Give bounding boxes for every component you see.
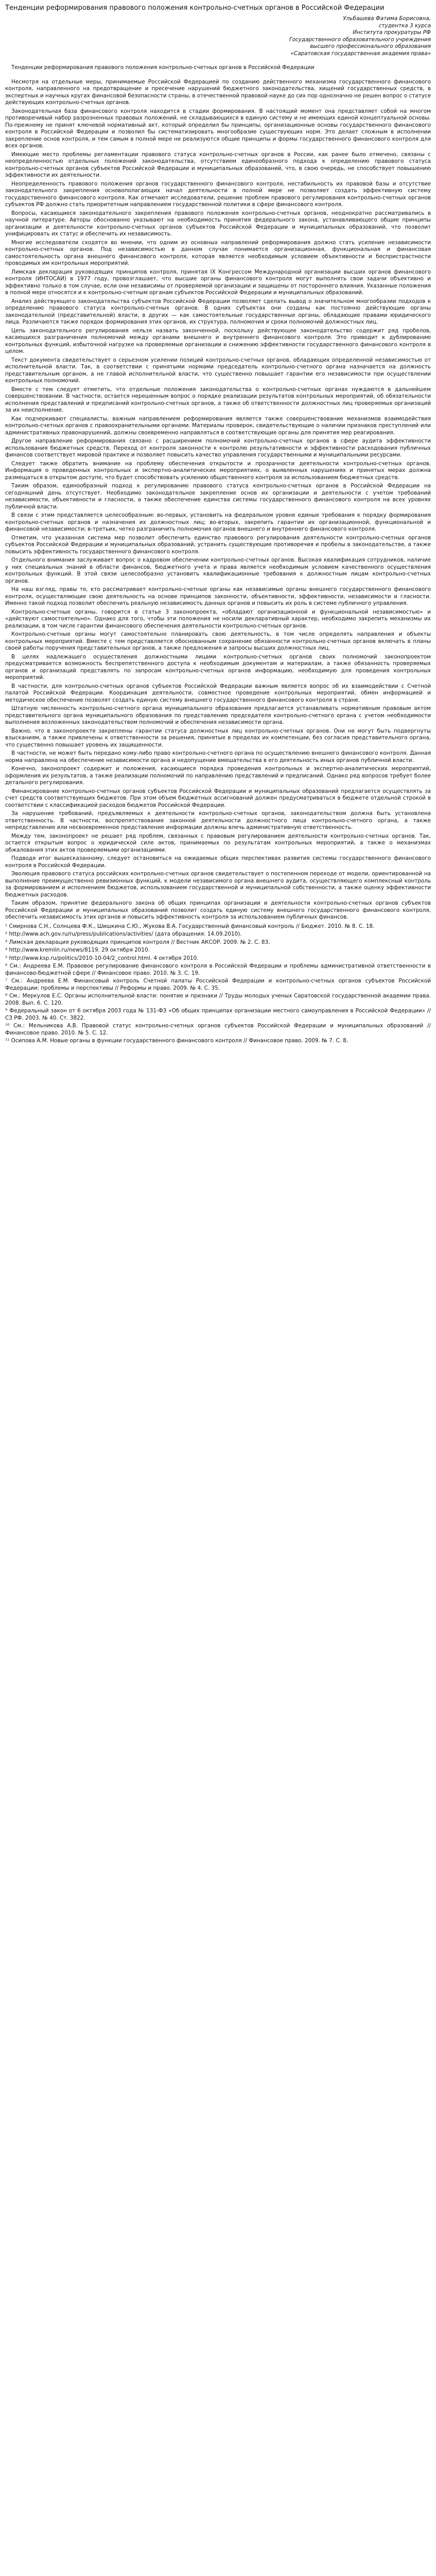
reference-item: ¹ Смирнова С.Н., Солнцева Ф.К., Шишкина С.Ю., Жукова В.А. Государственный финансовый контроль // Бюджет. 2010. № 8. С. 18. [5,923,375,929]
reference-item: ⁹ Федеральный закон от 6 октября 2003 года № 131-ФЗ «Об общих принципах организации местного самоуправления в Российской Федерации» // СЗ РФ. 2003. № 40. Ст. 3822. [5,1008,431,1021]
body-paragraph: Имеющие место проблемы регламентации правового статуса контрольно-счетных органов в России, как ранее было отмечено, связаны с неопределенностью отдельных положений законодательства, отсутствием единообразного подхода к определению правового статуса контрольно-счетных органов субъектов Российской Федерации и муниципальных образований, что, в свою очередь, не способствует повышению эффективности их деятельности. [5,151,431,178]
reference-item: ¹¹ Осипова А.М. Новые органы в функции государственного финансового контроля // Финансовое право. 2009. № 7. С. 8. [5,1038,348,1044]
body-paragraph: Цепь законодательного регулирования нельзя назвать законченной, поскольку действующее законодательство содержит ряд пробелов, касающихся разграничения полномочий между органами внешнего и внутреннего финансового контроля. Это приводит к дублированию контрольных функций, избыточной нагрузке на проверяемые организации и снижению эффективности государственного финансового контроля в целом. [5,327,431,354]
reference-item: ⁵ http://www.ksp.ru/politics/2010-10-04/2_control.html. 4 октября 2010. [5,955,199,961]
body-paragraph: Вопросы, касающиеся законодательного закрепления правового положения контрольно-счетных органов, неоднократно рассматривались в научной литературе. Авторы обоснованно указывают на необходимость принятия федерального закона, устанавливающего общие принципы организации и деятельности контрольно-счетных органов субъектов Российской Федерации и муниципальных образований, что позволит унифицировать их статус и обеспечить их независимость. [5,210,431,237]
body-paragraph: Многие исследователи сходятся во мнении, что одним из основных направлений реформирования должно стать усиление независимости контрольно-счетных органов. Под независимостью в данном случае понимается организационная, функциональная и финансовая самостоятельность органа внешнего финансового контроля, которая является необходимым условием объективности и беспристрастности проводимых им контрольных мероприятий. [5,239,431,266]
body-paragraph: Законодательная база финансового контроля находится в стадии формирования. В настоящий момент она представляет собой на многом противоречивый набор разрозненных правовых положений, не складывающихся в единую систему и не имеющих единой концептуальной основы. По-прежнему не принят ключевой нормативный акт, который определил бы принципы, организационные основы государственного финансового контроля в Российской Федерации и позволил бы систематизировать многообразие существующих норм. Это делает сложным в исполнении закрепление основ контроля, и тем самым в полной мере не реализуются общие принципы и формы государственного финансового контроля для всех органов. [5,108,431,149]
body-paragraph: В частности, не может быть передано кому-либо право контрольно-счетного органа по осуществлению внешнего финансового контроля. Данная норма направлена на обеспечение независимости органа и недопущение вмешательства в его деятельность иных органов публичной власти. [5,750,431,764]
author-line: высшего профессионального образования [310,43,431,49]
body-paragraph: Следует также обратить внимание на проблему обеспечения открытости и прозрачности деятельности контрольно-счетных органов. Информация о проведенных контрольных и экспертно-аналитических мероприятиях, о выявленных нарушениях и принятых мерах должна размещаться в открытом доступе, что будет способствовать усилению общественного контроля за использованием бюджетных средств. [5,460,431,481]
author-line: Государственного образовательного учреждения [289,36,431,43]
body-paragraph: Таким образом, единообразный подход к регулированию правового статуса контрольно-счетных органов в Российской Федерации на сегодняшний день отсутствует. Необходимо законодательное закрепление основ их организации и деятельности с учетом требований независимости, объективности и гласности, а также обеспечение единства системы государственного финансового контроля на всех уровнях публичной власти. [5,483,431,510]
body-paragraph: Анализ действующего законодательства субъектов Российской Федерации позволяет сделать вывод о значительном многообразии подходов к определению правового статуса контрольно-счетных органов. В одних субъектах они созданы как постоянно действующие органы законодательной (представительной) власти, в других — как самостоятельные государственные органы, обладающие правами юридического лица. Различаются также порядок формирования этих органов, их структура, полномочия и сроки полномочий должностных лиц. [5,298,431,325]
body-paragraph: Таким образом, принятие федерального закона об общих принципах организации и деятельности контрольно-счетных органов субъектов Российской Федерации и муниципальных образований позволит создать единую систему внешнего государственного финансового контроля, обеспечить независимость этих органов и повысить эффективность контроля за использованием публичных финансов. [5,900,431,920]
reference-item: ² http://www.ach.gov.ru/ru/press/publications/activities/ (дата обращения: 14.09.2010). [5,931,242,937]
body-paragraph: В частности, для контрольно-счетных органов субъектов Российской Федерации важным является вопрос об их взаимодействии с Счетной палатой Российской Федерации. Координация деятельности, совместное проведение контрольных мероприятий, обмен информацией и методическое обеспечение позволят создать единую систему внешнего государственного финансового контроля в стране. [5,683,431,703]
body-paragraph: Несмотря на отдельные меры, принимаемые Российской Федерацией по созданию действенного механизма государственного финансового контроля, направленного на предотвращение и пресечение нарушений бюджетного законодательства, хищений государственных средств, в экспертных и научных кругах финансовой безопасности страны, в отечественной правовой науке до сих пор однозначно не решен вопрос о статусе действующих контрольно-счетных органов. [5,78,431,106]
body-paragraph: Неопределенность правового положения органов государственного финансового контроля, нестабильность их правовой базы и отсутствие законодательного закрепления основополагающих начал деятельности в полной мере не позволяет создать эффективную систему государственного финансового контроля. Как отмечают исследователи, решение проблем правового регулирования контрольно-счетных органов субъектов РФ должно стать приоритетным направлением государственной политики в сфере финансового контроля. [5,180,431,208]
body-paragraph: Вместе с тем следует отметить, что отдельные положения законодательства о контрольно-счетных органах нуждаются в дальнейшем совершенствовании. В частности, остается нерешенным вопрос о порядке реализации результатов контрольных мероприятий, об обязательности исполнения представлений и предписаний контрольно-счетных органов, а также об ответственности должностных лиц проверяемых организаций за их неисполнение. [5,386,431,413]
body-paragraph: В целях надлежащего осуществления должностными лицами контрольно-счетных органов своих полномочий законопроектом предусматривается возможность беспрепятственного доступа к необходимым документам и материалам, а также обязанность проверяемых органов и организаций представлять по запросам контрольно-счетных органов информацию, необходимую для проведения контрольных мероприятий. [5,653,431,681]
body-paragraph: Подводя итог вышесказанному, следует остановиться на ожидаемых общих перспективах развития системы государственного финансового контроля в Российской Федерации. [5,855,431,869]
body-paragraph: Между тем, законопроект не решает ряд проблем, связанных с правовым регулированием деятельности контрольно-счетных органов. Так, остается открытым вопрос о юридической силе актов, принимаемых по результатам контрольных мероприятий, а также о механизмах обжалования этих актов проверяемыми организациями. [5,833,431,853]
reference-item: ⁷ См.: Андреева Е.М. Финансовый контроль Счетной палаты Российской Федерации и контрольно-счетных органов субъектов Российской Федерации: проблемы и перспективы // Реформы и право. 2009. № 4. С. 35. [5,978,431,991]
body-paragraph: Эволюция правового статуса российских контрольно-счетных органов свидетельствует о постепенном переходе от модели, ориентированной на выполнение преимущественно ревизионных функций, к модели независимого органа внешнего аудита, осуществляющего комплексный контроль за формированием и исполнением бюджетов, использованием государственной и муниципальной собственности, а также оценку эффективности бюджетных расходов. [5,871,431,898]
body-paragraph: На наш взгляд, правы те, кто рассматривает контрольно-счетные органы как независимые органы внешнего государственного финансового контроля, осуществляющие свою деятельность на основе принципов законности, объективности, эффективности, независимости и гласности. Именно такой подход позволит обеспечить реальную независимость данных органов и повысить их роль в системе публичного управления. [5,586,431,606]
author-line: Института прокуратуры РФ [353,29,431,36]
author-block [5,15,431,57]
reference-item: ⁶ См.: Андреева Е.М. Правовое регулирование финансового контроля в Российской Федерации и проблемы административной ответственности в финансово-бюджетной сфере // Финансовое право. 2010. № 3. С. 19. [5,963,431,976]
body-paragraph: Лимская декларация руководящих принципов контроля, принятая IX Конгрессом Международной организации высших органов финансового контроля (ИНТОСАИ) в 1977 году, провозглашает, что высшие органы финансового контроля могут выполнять свои задачи объективно и эффективно только в том случае, если они независимы от проверяемой организации и защищены от постороннего влияния. Указанные положения в полной мере относятся и к контрольно-счетным органам субъектов Российской Федерации и муниципальных образований. [5,268,431,296]
document-page [0,0,436,1052]
document-title: Тенденции реформирования правового положения контрольно-счетных органов в Российской Федерации [5,4,385,12]
body-paragraph: Отметим, что указанная система мер позволит обеспечить единство правового регулирования деятельности контрольно-счетных органов субъектов Российской Федерации и муниципальных образований, устранить существующие противоречия и пробелы в законодательстве, а также повысить эффективность государственного финансового контроля. [5,534,431,555]
reference-item: ⁴ http://www.kremlin.ru/news/8119. 29 октября 2010. [5,947,150,953]
article-body [5,79,431,921]
references-list [5,923,431,1045]
body-paragraph: Конечно, законопроект содержит и положения, касающиеся порядка проведения контрольных и экспертно-аналитических мероприятий, оформления их результатов, а также реализации полномочий по направлению представлений и предписаний. Однако ряд вопросов требует более детального регулирования. [5,766,431,786]
body-paragraph: В связи с этим представляется целесообразным: во-первых, установить на федеральном уровне единые требования к порядку формирования контрольно-счетных органов и назначения их должностных лиц; во-вторых, закрепить гарантии их организационной, функциональной и финансовой независимости; в-третьих, четко разграничить полномочия органов внешнего и внутреннего финансового контроля. [5,512,431,532]
body-paragraph: Важно, что в законопроекте закреплены гарантии статуса должностных лиц контрольно-счетных органов. Они не могут быть подвергнуты взысканиям, а также привлечены к ответственности за решения, принятые в пределах их компетенции, без согласия представительного органа, что существенно повышает уровень их защищенности. [5,727,431,748]
author-line: Ульбашева Фатима Борисовна, [343,15,431,22]
abstract: Тенденции реформирования правового положения контрольно-счетных органов в Российской Федерации [11,64,315,71]
author-line: студентка 3 курса [378,22,431,29]
reference-item: ³ Лимская декларация руководящих принципов контроля // Вестник АКСОР. 2009. № 2. С. 83. [5,939,270,945]
body-paragraph: Как подчеркивают специалисты, важным направлением реформирования является также совершенствование механизмов взаимодействия контрольно-счетных органов с правоохранительными органами. Материалы проверок, свидетельствующие о наличии признаков преступлений или административных правонарушений, должны своевременно направляться в соответствующие органы для принятия мер реагирования. [5,415,431,436]
author-line: «Саратовская государственная академия права» [290,50,431,57]
body-paragraph: Контрольно-счетные органы могут самостоятельно планировать свою деятельность, в том числе определять направления и объекты контрольных мероприятий. Вместе с тем представляется обоснованным сохранение обязанности контрольно-счетных органов включать в планы своей работы поручения представительных органов, а также предложения и запросы высших должностных лиц. [5,631,431,651]
body-paragraph: За нарушение требований, предъявляемых к деятельности контрольно-счетных органов, законодательством должна быть установлена ответственность. В частности, воспрепятствование законной деятельности должностного лица контрольно-счетного органа, а также непредставление или несвоевременное представление информации должны влечь административную ответственность. [5,810,431,831]
body-paragraph: Другое направление реформирования связано с расширением полномочий контрольно-счетных органов в сфере аудита эффективности использования бюджетных средств. Переход от контроля законности к контролю результативности и эффективности расходования публичных финансов соответствует мировой практике и позволяет повысить качество управления государственными и муниципальными ресурсами. [5,438,431,458]
reference-item: ¹⁰ См.: Мельникова А.В. Правовой статус контрольно-счетных органов субъектов Российской Федерации и муниципальных образований // Финансовое право. 2010. № 5. С. 12. [5,1023,431,1036]
body-paragraph: Штатную численность контрольно-счетного органа муниципального образования предлагается устанавливать нормативным правовым актом представительного органа муниципального образования по представлению председателя контрольно-счетного органа с учетом необходимости выполнения возложенных законодательством полномочий и обеспечения независимости органа. [5,705,431,725]
body-paragraph: Отдельного внимания заслуживает вопрос о кадровом обеспечении контрольно-счетных органов. Высокая квалификация сотрудников, наличие у них специальных знаний в области финансов, бюджетного учета и права является необходимым условием качественного осуществления контрольных функций. В этой связи целесообразно установить квалификационные требования к должностным лицам контрольно-счетных органов. [5,557,431,584]
body-paragraph: Контрольно-счетные органы, говорится в статье 3 законопроекта, «обладают организационной и функциональной независимостью» и «действуют самостоятельно». Однако для того, чтобы эти положения не носили декларативный характер, необходимо закрепить механизмы их реализации, в том числе гарантии финансового обеспечения деятельности контрольно-счетных органов. [5,608,431,629]
reference-item: ⁸ См.: Меркулов Е.С. Органы исполнительной власти: понятие и признаки // Труды молодых ученых Саратовской государственной академии права. 2008. Вып. 6. С. 120. [5,993,431,1006]
body-paragraph: Текст документа свидетельствует о серьезном усилении позиций контрольно-счетных органов, обладающих определенной независимостью от исполнительной власти. Так, в соответствии с принятыми нормами председатель контрольно-счетного органа назначается на должность представительным органом, а не главой исполнительной власти, что существенно повышает гарантии его независимости при осуществлении контрольных полномочий. [5,357,431,384]
body-paragraph: Финансирование контрольно-счетных органов субъектов Российской Федерации и муниципальных образований предлагается осуществлять за счет средств соответствующих бюджетов. При этом объем бюджетных ассигнований должен предусматриваться в бюджете отдельной строкой в соответствии с классификацией расходов бюджетов Российской Федерации. [5,788,431,808]
